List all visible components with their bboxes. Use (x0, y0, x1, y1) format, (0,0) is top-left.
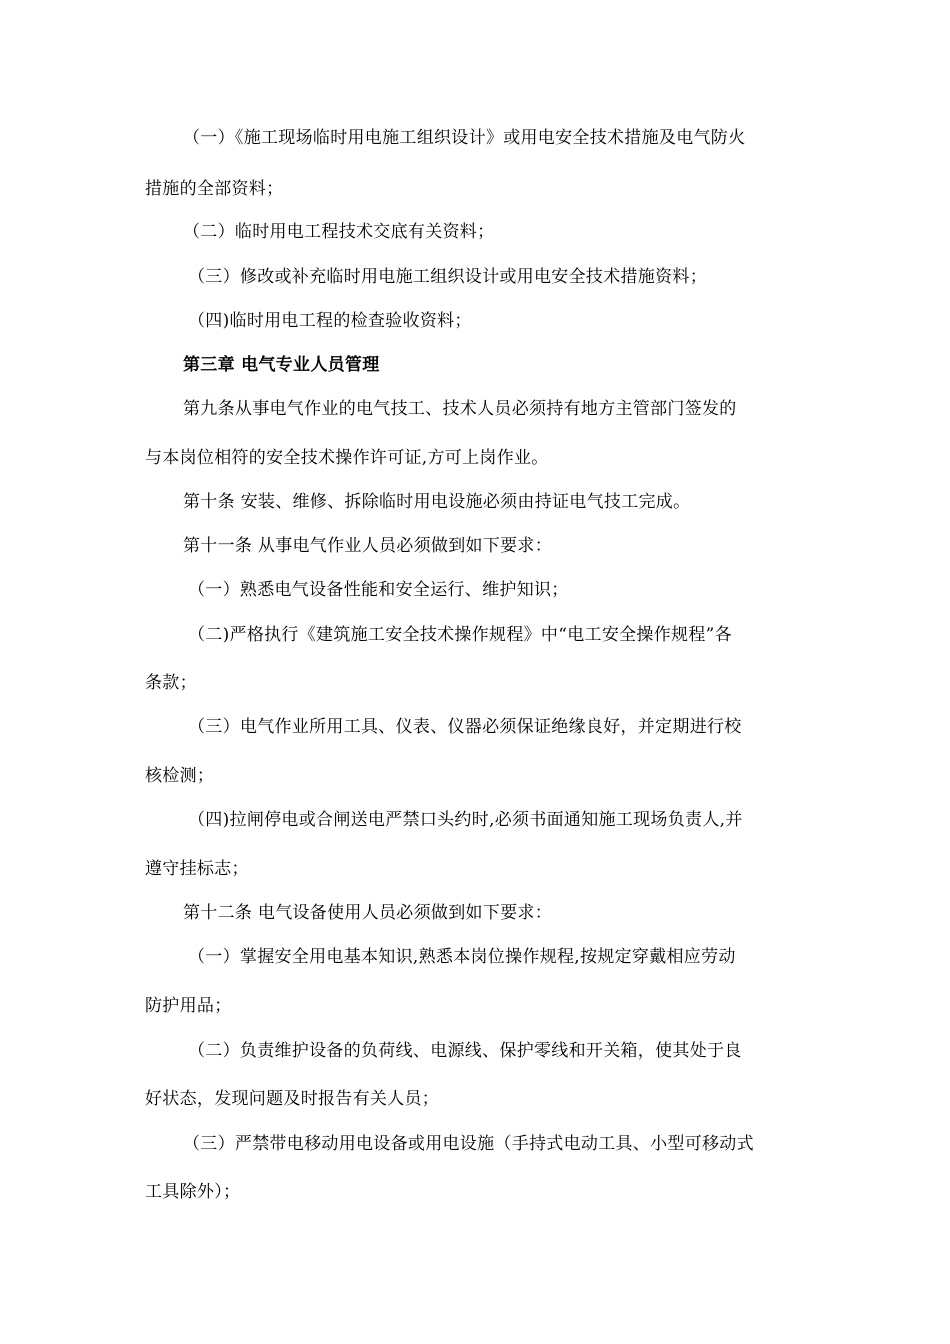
text-line: 第十二条 电气设备使用人员必须做到如下要求： (183, 903, 553, 923)
text-line: （二）负责维护设备的负荷线、电源线、保护零线和开关箱，使其处于良 (188, 1041, 742, 1061)
text-line: 防护用品； (145, 996, 232, 1016)
text-line: 核检测； (145, 766, 215, 786)
text-line: 遵守挂标志； (145, 859, 249, 879)
text-line: （三）严禁带电移动用电设备或用电设施（手持式电动工具、小型可移动式 (183, 1134, 754, 1154)
text-line: 第十一条 从事电气作业人员必须做到如下要求： (183, 536, 553, 556)
chapter-heading: 第三章 电气专业人员管理 (183, 355, 380, 375)
text-line: （二)严格执行《建筑施工安全技术操作规程》中“电工安全操作规程”各 (188, 625, 732, 645)
text-line: 措施的全部资料； (145, 179, 284, 199)
text-line: 好状态，发现问题及时报告有关人员； (145, 1089, 440, 1109)
text-line: 第九条从事电气作业的电气技工、技术人员必须持有地方主管部门签发的 (183, 399, 737, 419)
text-line: 与本岗位相符的安全技术操作许可证,方可上岗作业。 (145, 448, 549, 468)
text-line: 条款； (145, 673, 197, 693)
text-line: （三）修改或补充临时用电施工组织设计或用电安全技术措施资料； (188, 267, 707, 287)
text-line: （三）电气作业所用工具、仪表、仪器必须保证绝缘良好，并定期进行校 (188, 717, 742, 737)
text-line: （一）掌握安全用电基本知识,熟悉本岗位操作规程,按规定穿戴相应劳动 (188, 947, 736, 967)
text-line: （一）《施工现场临时用电施工组织设计》或用电安全技术措施及电气防火 (183, 128, 746, 148)
text-line: 第十条 安装、维修、拆除临时用电设施必须由持证电气技工完成。 (183, 492, 691, 512)
text-line: （四)拉闸停电或合闸送电严禁口头约时,必须书面通知施工现场负责人,并 (188, 810, 743, 830)
text-line: 工具除外）； (145, 1182, 241, 1202)
text-line: （二）临时用电工程技术交底有关资料； (183, 222, 495, 242)
text-line: （四)临时用电工程的检查验收资料； (188, 311, 472, 331)
text-line: （一）熟悉电气设备性能和安全运行、维护知识； (188, 580, 569, 600)
